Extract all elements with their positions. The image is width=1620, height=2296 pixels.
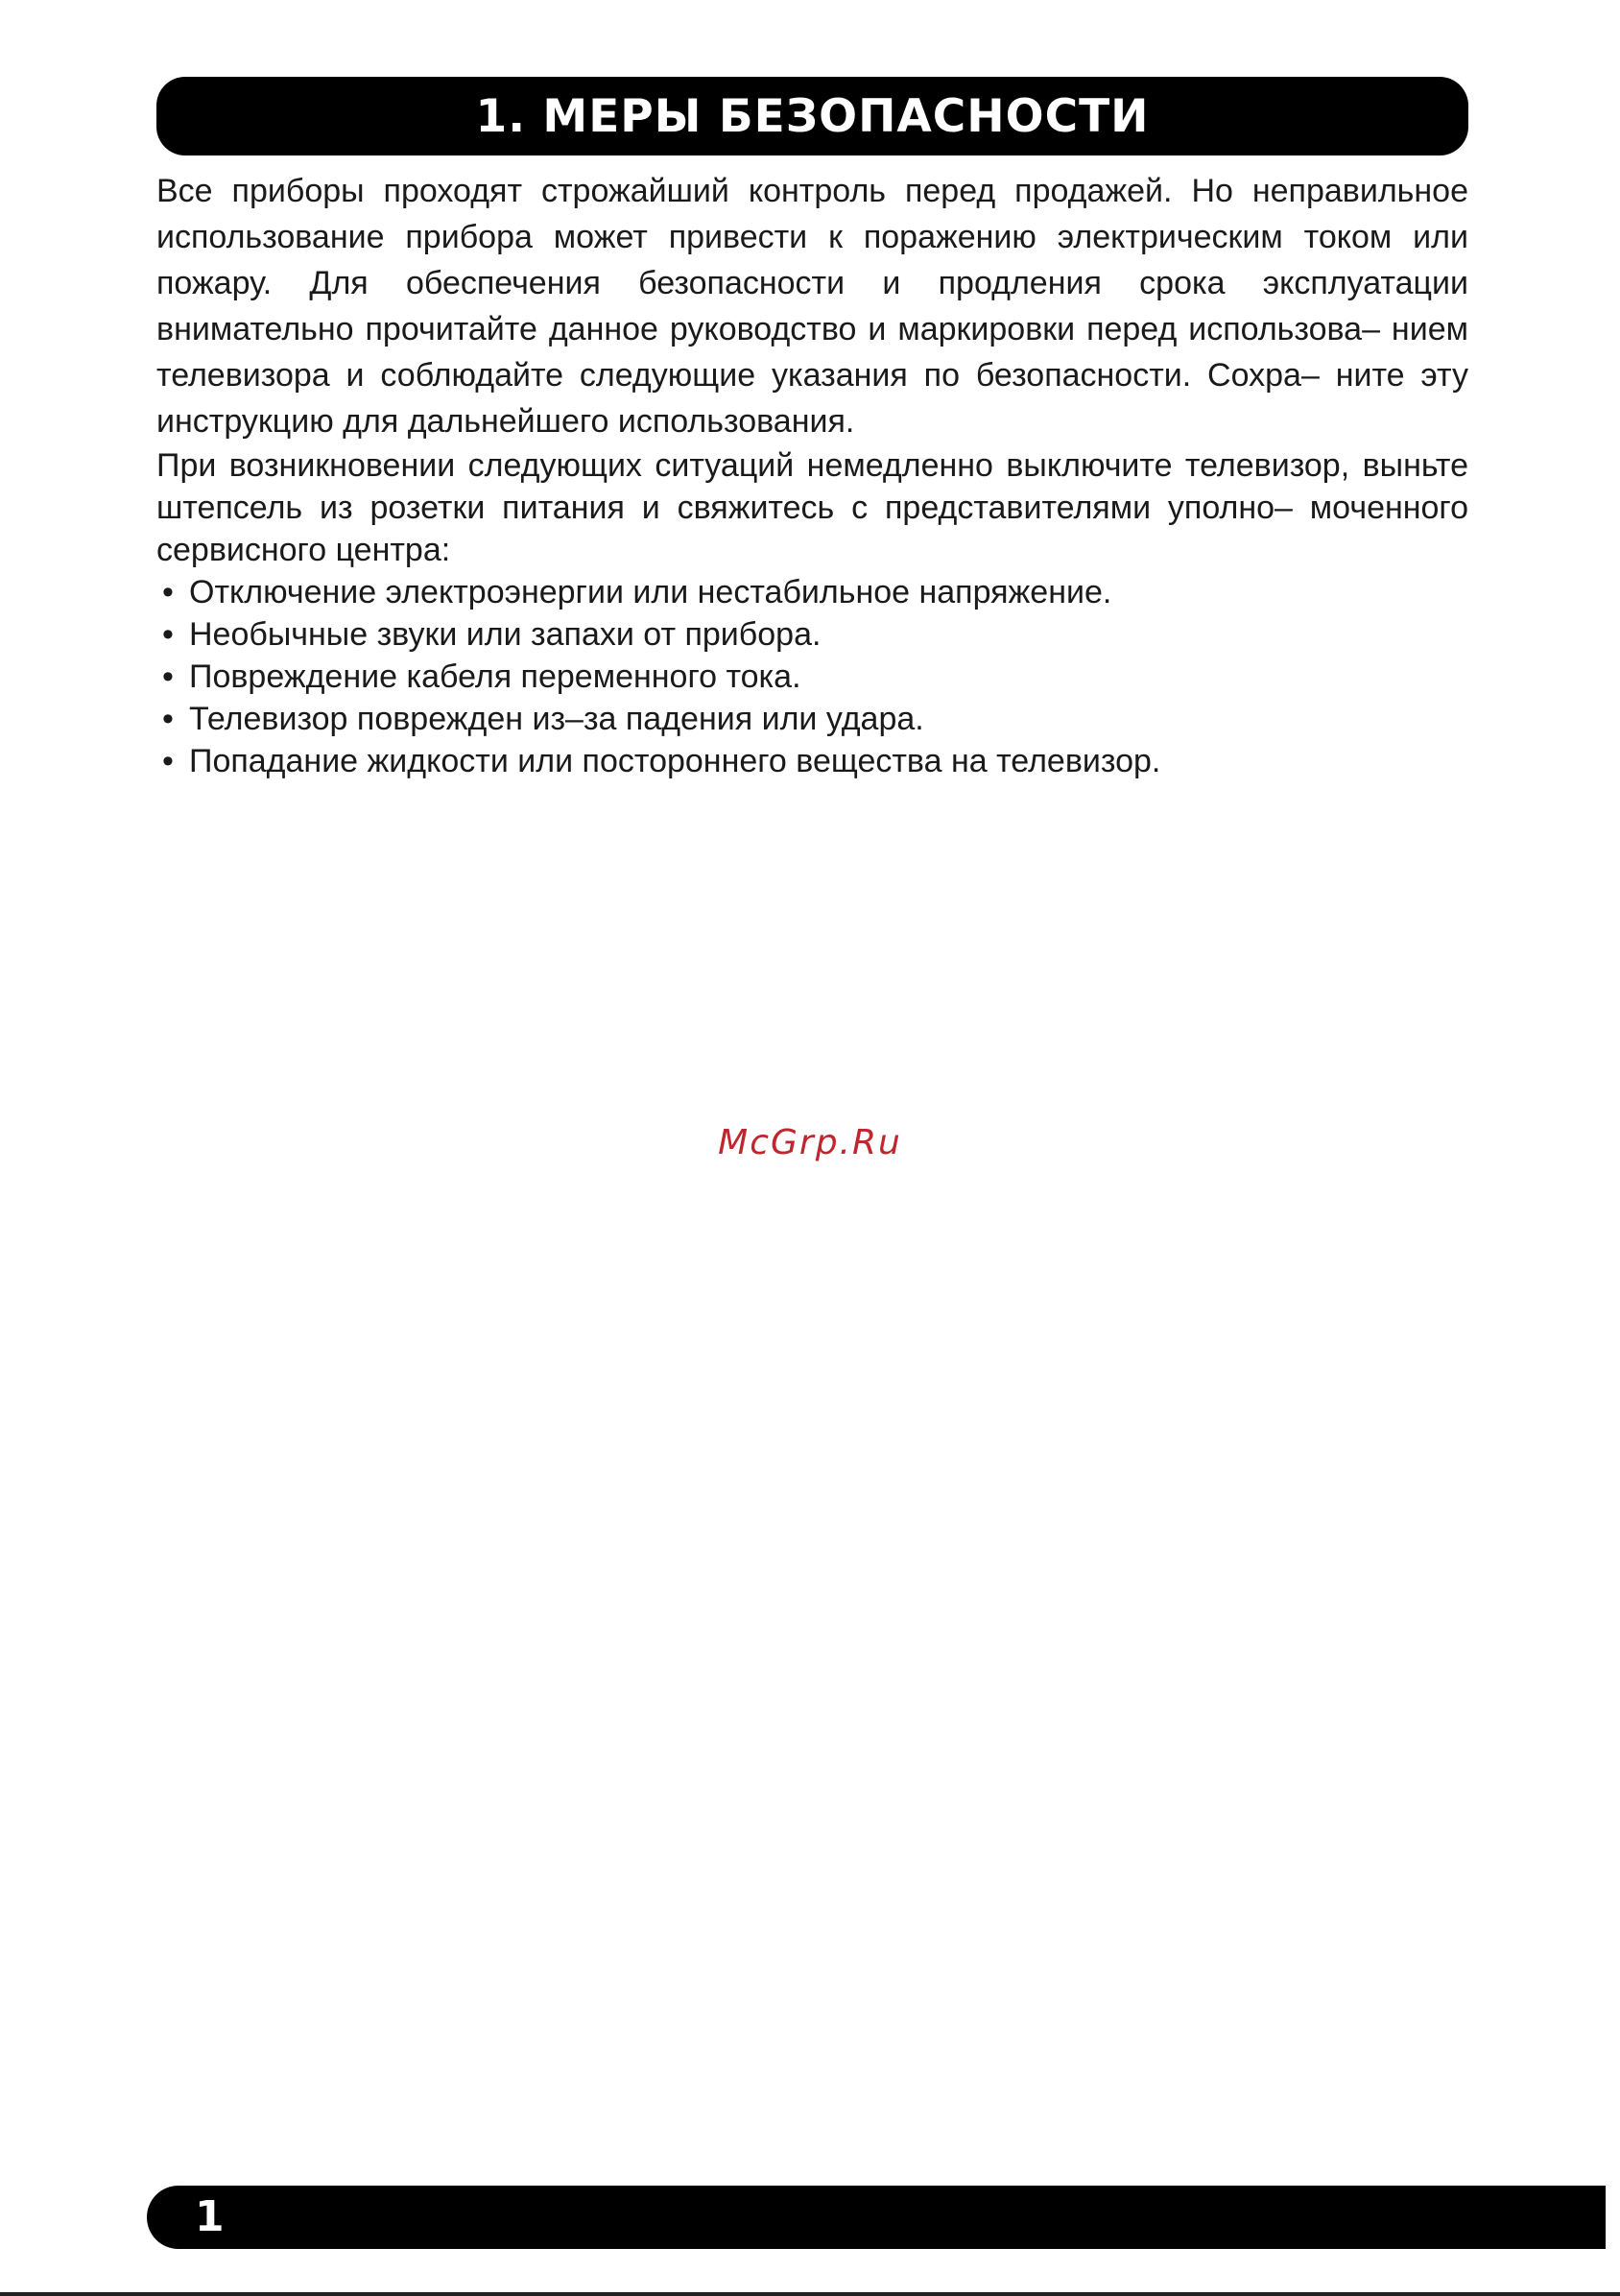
- list-item: [156, 613, 1468, 656]
- bullet-icon: •: [162, 616, 174, 653]
- section-title: 1. МЕРЫ БЕЗОПАСНОСТИ: [475, 89, 1150, 143]
- section-header: [156, 77, 1468, 155]
- list-item-text: Попадание жидкости или постороннего вещества на телевизор.: [189, 743, 1161, 779]
- list-item: [156, 698, 1468, 740]
- list-item-text: Повреждение кабеля переменного тока.: [189, 658, 801, 695]
- list-item: [156, 656, 1468, 698]
- page-number: 1: [195, 2192, 225, 2241]
- bullet-icon: •: [162, 743, 174, 779]
- list-item: [156, 740, 1468, 782]
- main-content: [156, 168, 1468, 782]
- situations-paragraph: При возникновении следующих ситуаций немедленно выключите телевизор, выньте штепсель из розетки питания и свяжитесь с представителями уполно– моченного сервисного центра:: [156, 447, 1468, 568]
- list-item-text: Телевизор поврежден из–за падения или удара.: [189, 701, 924, 737]
- watermark: McGrp.Ru: [718, 1123, 902, 1162]
- list-item-text: Необычные звуки или запахи от прибора.: [189, 616, 822, 653]
- bottom-divider: [0, 2292, 1620, 2296]
- bullet-icon: •: [162, 701, 174, 737]
- bullet-icon: •: [162, 658, 174, 695]
- footer-bar: [147, 2186, 1606, 2249]
- bullet-icon: •: [162, 574, 174, 610]
- intro-paragraph: Все приборы проходят строжайший контроль перед продажей. Но неправильное использование прибора может привести к поражению электрическим током или пожару. Для обеспечения безопасности и продления срока эксплуатации внимательно прочитайте данное руководство и маркировки перед использова– нием телевизора и соблюдайте следующие указания по безопасности. Сохра– ните эту инструкцию для дальнейшего использования.: [156, 173, 1468, 440]
- list-item: [156, 571, 1468, 613]
- list-item-text: Отключение электроэнергии или нестабильное напряжение.: [189, 574, 1112, 610]
- situations-list: [156, 571, 1468, 782]
